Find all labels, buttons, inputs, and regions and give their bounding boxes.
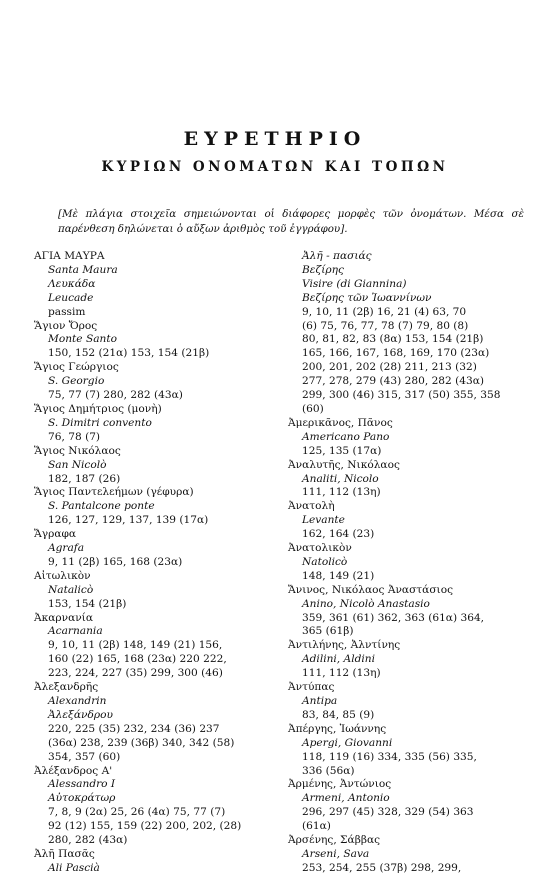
index-entry-pages: 148, 149 (21) [302, 569, 375, 582]
index-entry-pages: 162, 164 (23) [302, 528, 375, 541]
index-entry-variant: Analiti, Nicolo [302, 472, 379, 485]
index-entry-variant: Ἀλεξάνδρου [48, 708, 113, 721]
index-entry-pages: 76, 78 (7) [48, 430, 101, 443]
index-entry-variant: Antipa [302, 695, 338, 707]
index-entry-pages: 153, 154 (21β) [48, 597, 127, 610]
index-entry-variant: Leucade [48, 291, 94, 304]
index-entry-pages: (60) [302, 402, 324, 415]
index-entry-heading: Ἀνατολικὸν [288, 542, 352, 555]
index-entry-variant: Βεζίρης [302, 263, 344, 276]
index-entry-variant: Visire (di Giannina) [302, 277, 407, 290]
index-entry-variant: Λευκάδα [48, 277, 96, 290]
index-entry-variant: Agrafa [48, 542, 85, 555]
index-entry-variant: Apergi, Giovanni [302, 736, 393, 749]
index-entry-pages: 125, 135 (17α) [302, 444, 382, 457]
index-entry-heading: Ἀναλυτῆς, Νικόλαος [288, 458, 400, 471]
index-entry-heading: Ἄγραφα [34, 528, 77, 541]
index-entry-pages: 111, 112 (13η) [302, 667, 381, 680]
index-entry-pages: 296, 297 (45) 328, 329 (54) 363 [302, 806, 474, 819]
index-entry-pages: (6) 75, 76, 77, 78 (7) 79, 80 (8) [302, 319, 469, 332]
index-entry-pages: 359, 361 (61) 362, 363 (61α) 364, [302, 611, 485, 624]
index-entry-pages: 80, 81, 82, 83 (8α) 153, 154 (21β) [302, 333, 484, 346]
index-entry-pages: (61α) [302, 820, 331, 833]
index-entry-pages: 165, 166, 167, 168, 169, 170 (23α) [302, 347, 490, 360]
index-entry-pages: 92 (12) 155, 159 (22) 200, 202, (28) [48, 820, 242, 833]
index-entry-pages: 253, 254, 255 (37β) 298, 299, [302, 861, 462, 874]
index-entry-pages: 75, 77 (7) 280, 282 (43α) [48, 389, 183, 402]
index-entry-variant: Βεζίρης τῶν Ἰωαννίνων [302, 291, 432, 304]
index-entry-variant: San Nicolò [48, 458, 107, 471]
index-entry-pages: 160 (22) 165, 168 (23α) 220 222, [48, 653, 227, 666]
page-subtitle: ΚΥΡΙΩΝ ΟΝΟΜΑΤΩΝ ΚΑΙ ΤΟΠΩΝ [101, 159, 449, 175]
editorial-note: [Μὲ πλάγια στοιχεῖα σημειώνονται οἱ διάφορες μορφὲς τῶν ὀνομάτων. Μέσα σὲ παρένθεση δηλώνεται ὁ αὔξων ἀριθμὸς τοῦ ἐγγράφου]. [58, 208, 524, 235]
index-entry-heading: Ἀλῆ Πασᾶς [34, 847, 95, 860]
index-entry-variant: Americano Pano [302, 430, 390, 443]
index-entry-heading: Ἅγιος Παντελεήμων (γέφυρα) [34, 486, 194, 499]
index-entry-heading: Ἀλεξανδρῆς [34, 681, 99, 694]
index-entry-variant: Acarnania [48, 625, 103, 638]
index-entry-pages: 9, 10, 11 (2β) 148, 149 (21) 156, [48, 639, 223, 652]
index-entry-pages: 223, 224, 227 (35) 299, 300 (46) [48, 667, 223, 680]
index-entry-heading: Ἀρμένης, Ἀντώνιος [288, 778, 392, 791]
index-entry-pages: 200, 201, 202 (28) 211, 213 (32) [302, 361, 477, 374]
index-entry-pages: 299, 300 (46) 315, 317 (50) 355, 358 [302, 389, 501, 402]
index-entry-heading: Ἅγιος Γεώργιος [34, 361, 119, 374]
page-title: ΕΥΡΕΤΗΡΙΟ [183, 128, 367, 150]
index-entry-heading: ΑΓΙΑ ΜΑΥΡΑ [34, 250, 105, 262]
index-entry-variant: Adilini, Aldini [302, 653, 375, 666]
index-entry-variant: Natolicò [302, 555, 348, 568]
index-entry-pages: 118, 119 (16) 334, 335 (56) 335, [302, 750, 477, 763]
index-entry-variant: Arseni, Sava [302, 847, 370, 860]
index-entry-heading: Ἄνινος, Νικόλαος Ἀναστάσιος [288, 583, 454, 596]
index-entry-variant: Alessandro I [48, 778, 116, 791]
index-entry-variant: Levante [302, 514, 345, 527]
index-entry-heading: Ἀπέργης, Ἰωάννης [288, 722, 387, 735]
index-entry-variant: Ἀλῆ - πασιάς [302, 250, 372, 262]
index-entry-pages: 7, 8, 9 (2α) 25, 26 (4α) 75, 77 (7) [48, 806, 226, 819]
index-entry-heading: Ἀντύπας [288, 681, 335, 694]
index-entry-variant: Natalicò [48, 583, 94, 596]
index-entry-variant: Anino, Nicolò Anastasio [302, 597, 430, 610]
index-entry-variant: S. Georgio [48, 375, 105, 388]
index-entry-heading: Αἰτωλικὸν [34, 569, 91, 582]
index-entry-pages: 182, 187 (26) [48, 472, 121, 485]
index-entry-variant: Armeni, Antonio [302, 792, 390, 805]
index-entry-pages: 83, 84, 85 (9) [302, 708, 375, 721]
index-entry-heading: Ἅγιος Δημήτριος (μονὴ) [34, 402, 162, 415]
index-entry-pages: passim [48, 305, 86, 318]
index-entry-pages: 277, 278, 279 (43) 280, 282 (43α) [302, 375, 485, 388]
index-entry-pages: 336 (56α) [302, 764, 355, 777]
index-entry-heading: Ἀρσένης, Σάββας [288, 834, 381, 847]
index-entry-heading: Ἅγιον Ὄρος [34, 319, 98, 332]
index-entry-heading: Ἀντιλήνης, Ἀλντίνης [288, 639, 401, 652]
index-entry-heading: Ἀνατολὴ [288, 500, 335, 513]
index-entry-variant: S. Pantalcone ponte [48, 500, 155, 513]
index-entry-pages: 220, 225 (35) 232, 234 (36) 237 [48, 722, 220, 735]
index-entry-variant: Alexandrin [48, 695, 107, 707]
index-entry-pages: 365 (61β) [302, 625, 354, 638]
index-entry-variant: Αὐτοκράτωρ [48, 792, 116, 805]
index-entry-variant: Santa Maura [48, 263, 118, 276]
index-entry-pages: 111, 112 (13η) [302, 486, 381, 499]
index-column-right [288, 250, 538, 876]
index-entry-pages: 280, 282 (43α) [48, 834, 128, 847]
index-entry-pages: 9, 11 (2β) 165, 168 (23α) [48, 555, 183, 568]
index-entry-pages: 126, 127, 129, 137, 139 (17α) [48, 514, 209, 527]
index-entry-heading: Ἀμερικᾶνος, Πᾶνος [288, 416, 393, 429]
index-entry-variant: S. Dimitri convento [48, 416, 152, 429]
index-entry-heading: Ἀλέξανδρος Α' [34, 764, 113, 777]
index-entry-pages: 354, 357 (60) [48, 750, 121, 763]
index-entry-variant: Ali Pascià [48, 861, 100, 874]
index-entry-heading: Ἀκαρνανία [34, 611, 93, 624]
index-entry-pages: (36α) 238, 239 (36β) 340, 342 (58) [48, 736, 235, 749]
index-entry-variant: Monte Santo [48, 333, 117, 346]
index-entry-heading: Ἅγιος Νικόλαος [34, 444, 121, 457]
index-entry-pages: 150, 152 (21α) 153, 154 (21β) [48, 347, 210, 360]
index-column-left [34, 250, 292, 876]
index-entry-pages: 9, 10, 11 (2β) 16, 21 (4) 63, 70 [302, 305, 467, 318]
